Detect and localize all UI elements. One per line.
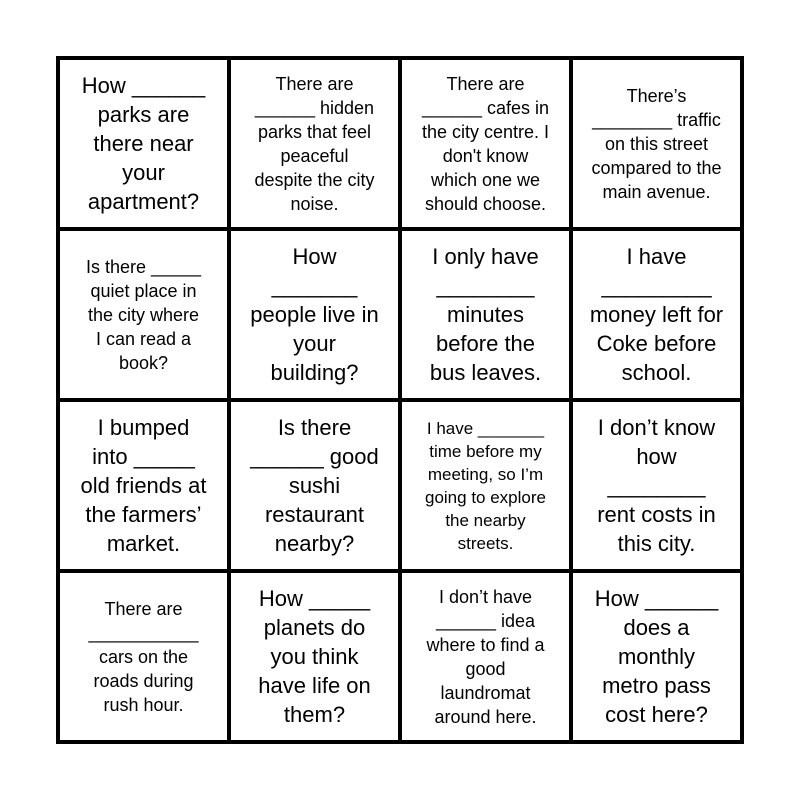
- bingo-cell-15[interactable]: [402, 573, 569, 740]
- cell-text: I don’t have ______ idea where to find a good laundromat around here.: [426, 586, 545, 727]
- cell-text: How ______ does a monthly metro pass cost here?: [594, 586, 719, 727]
- bingo-cell-6[interactable]: [231, 231, 398, 398]
- bingo-cell-10[interactable]: [231, 402, 398, 569]
- cell-text: I don’t know how ________ rent costs in this city.: [597, 415, 716, 556]
- bingo-cell-3[interactable]: [402, 60, 569, 227]
- cell-text: Is there _____ quiet place in the city where I can read a book?: [85, 256, 202, 373]
- cell-text: How ______ parks are there near your apartment?: [81, 73, 206, 214]
- cell-text: I only have ________ minutes before the bus leaves.: [429, 244, 542, 385]
- cell-text: I have _______ time before my meeting, so I’m going to explore the nearby streets.: [425, 418, 546, 553]
- bingo-cell-5[interactable]: [60, 231, 227, 398]
- cell-text: There’s ________ traffic on this street compared to the main avenue.: [591, 85, 722, 202]
- bingo-cell-2[interactable]: [231, 60, 398, 227]
- bingo-cell-16[interactable]: [573, 573, 740, 740]
- bingo-cell-9[interactable]: [60, 402, 227, 569]
- cell-text: I have _________ money left for Coke before school.: [589, 244, 724, 385]
- bingo-cell-13[interactable]: [60, 573, 227, 740]
- bingo-cell-1[interactable]: [60, 60, 227, 227]
- bingo-cell-12[interactable]: [573, 402, 740, 569]
- cell-text: I bumped into _____ old friends at the farmers’ market.: [80, 415, 207, 556]
- bingo-cell-7[interactable]: [402, 231, 569, 398]
- bingo-cell-4[interactable]: [573, 60, 740, 227]
- bingo-cell-8[interactable]: [573, 231, 740, 398]
- bingo-board: [56, 56, 744, 744]
- cell-text: How _______ people live in your building?: [250, 244, 379, 385]
- bingo-cell-14[interactable]: [231, 573, 398, 740]
- cell-text: Is there ______ good sushi restaurant nearby?: [250, 415, 379, 556]
- cell-text: There are ___________ cars on the roads during rush hour.: [88, 598, 199, 715]
- cell-text: There are ______ cafes in the city centre. I don't know which one we should choose.: [421, 73, 550, 214]
- bingo-cell-11[interactable]: [402, 402, 569, 569]
- cell-text: There are ______ hidden parks that feel peaceful despite the city noise.: [254, 73, 375, 214]
- cell-text: How _____ planets do you think have life on them?: [258, 586, 371, 727]
